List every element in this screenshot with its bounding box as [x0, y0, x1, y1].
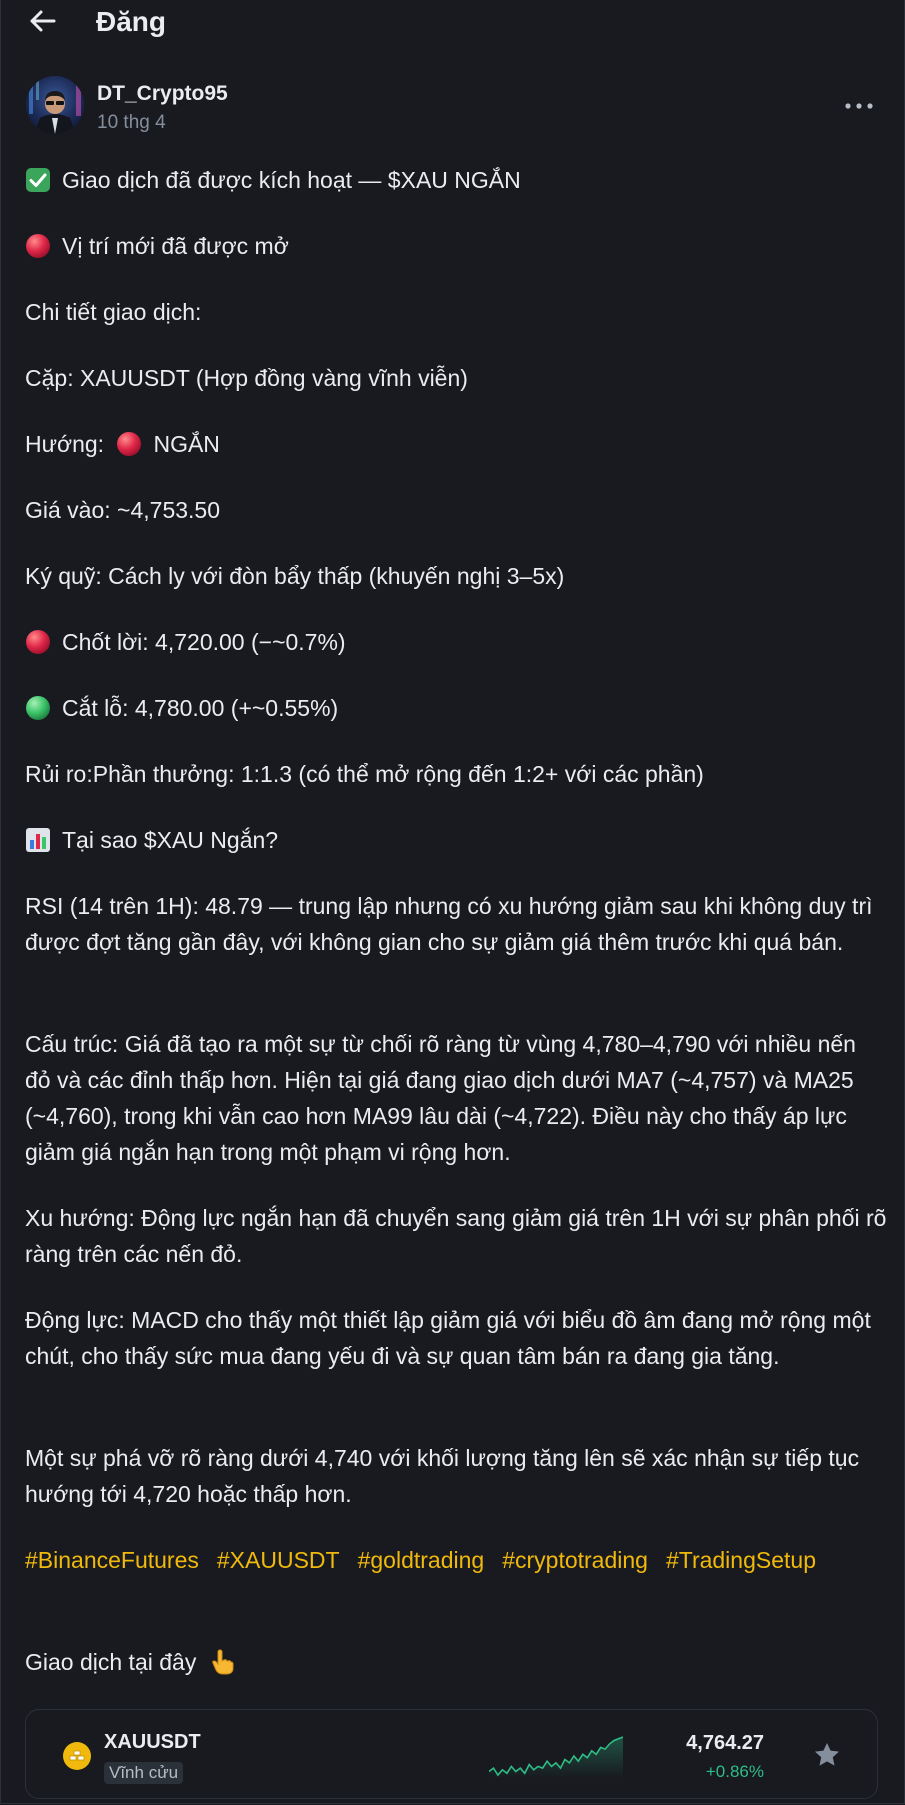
arrow-left-icon: [26, 4, 60, 38]
hashtag-list: [25, 1542, 887, 1578]
avatar-image: [26, 76, 84, 134]
favorite-button[interactable]: [812, 1740, 842, 1770]
hashtag-goldtrading[interactable]: #goldtrading: [357, 1547, 485, 1573]
direction-value: NGẮN: [153, 431, 220, 457]
author-name[interactable]: DT_Crypto95: [97, 82, 228, 105]
price-sparkline: [489, 1734, 623, 1778]
rsi-paragraph: RSI (14 trên 1H): 48.79 — trung lập nhưng có xu hướng giảm sau khi không duy trì được đợt tăng gần đây, với không gian cho sự giảm giá thêm trước khi quá bán.: [25, 893, 873, 955]
stop-loss-line: [25, 690, 338, 726]
stop-loss-text: Cắt lỗ: 4,780.00 (+~0.55%): [62, 695, 339, 721]
top-bar: [0, 0, 905, 48]
trade-activated-text: Giao dịch đã được kích hoạt — $XAU NGẮN: [62, 167, 521, 193]
hashtag-binance-futures[interactable]: #BinanceFutures: [25, 1547, 199, 1573]
red-circle-icon: [116, 431, 142, 457]
hashtag-tradingsetup[interactable]: #TradingSetup: [665, 1547, 816, 1573]
gold-bars-icon: [62, 1741, 92, 1771]
trade-activated-line: [25, 162, 521, 198]
why-short-text: Tại sao $XAU Ngắn?: [62, 827, 279, 853]
direction-line: [25, 426, 220, 462]
back-button[interactable]: [26, 4, 60, 38]
more-options-button[interactable]: [842, 94, 876, 118]
momentum-paragraph: Động lực: MACD cho thấy một thiết lập giảm giá với biểu đồ âm đang mở rộng một chút, cho thấy sức mua đang yếu đi và sự quan tâm bán ra đang gia tăng.: [25, 1307, 871, 1369]
hashtag-cryptotrading[interactable]: #cryptotrading: [502, 1547, 648, 1573]
structure-paragraph: Cấu trúc: Giá đã tạo ra một sự từ chối rõ ràng từ vùng 4,780–4,790 với nhiều nến đỏ và các đỉnh thấp hơn. Hiện tại giá đang giao dịch dưới MA7 (~4,757) và MA25 (~4,760), trong khi vẫn cao hơn MA99 lâu dài (~4,722). Điều này cho thấy áp lực giảm giá ngắn hạn trong một phạm vi rộng hơn.: [25, 1031, 856, 1165]
entry-price-line: Giá vào: ~4,753.50: [25, 497, 221, 523]
take-profit-text: Chốt lời: 4,720.00 (−~0.7%): [62, 629, 346, 655]
red-circle-icon: [25, 233, 51, 259]
position-opened-line: [25, 228, 289, 264]
take-profit-line: [25, 624, 346, 660]
avatar[interactable]: [26, 76, 84, 134]
red-circle-icon: [25, 629, 51, 655]
page-title: Đăng: [96, 6, 166, 37]
position-opened-text: Vị trí mới đã được mở: [62, 233, 289, 259]
sparkline-area: [489, 1737, 623, 1778]
direction-label: Hướng:: [25, 431, 105, 457]
breakdown-paragraph: Một sự phá vỡ rõ ràng dưới 4,740 với khối lượng tăng lên sẽ xác nhận sự tiếp tục hướng tới 4,720 hoặc thấp hơn.: [25, 1445, 860, 1507]
ticker-price: 4,764.27: [686, 1732, 764, 1754]
hashtag-xauusdt[interactable]: #XAUUSDT: [216, 1547, 340, 1573]
trend-paragraph: Xu hướng: Động lực ngắn hạn đã chuyển sang giảm giá trên 1H với sự phân phối rõ ràng trên các nến đỏ.: [25, 1205, 887, 1267]
ticker-change: +0.86%: [705, 1762, 764, 1781]
trade-details-heading: Chi tiết giao dịch:: [25, 299, 202, 325]
ticker-symbol: XAUUSDT: [104, 1731, 201, 1753]
star-icon: [812, 1740, 842, 1770]
trade-here-text: Giao dịch tại đây: [25, 1649, 197, 1675]
risk-reward-line: Rủi ro:Phần thưởng: 1:1.3 (có thể mở rộng đến 1:2+ với các phần): [25, 761, 704, 787]
why-short-line: [25, 822, 278, 858]
check-mark-icon: [25, 167, 51, 193]
margin-line: Ký quỹ: Cách ly với đòn bẩy thấp (khuyến nghị 3–5x): [25, 563, 565, 589]
bar-chart-icon: [25, 827, 51, 853]
more-horizontal-icon: [842, 94, 876, 118]
green-circle-icon: [25, 695, 51, 721]
pointing-down-hand-icon: [209, 1649, 235, 1675]
post-date: 10 thg 4: [97, 112, 166, 133]
contract-type-badge: Vĩnh cửu: [104, 1762, 183, 1784]
ticker-card[interactable]: [25, 1709, 878, 1799]
pair-line: Cặp: XAUUSDT (Hợp đồng vàng vĩnh viễn): [25, 365, 468, 391]
trade-here-line: [25, 1644, 235, 1680]
